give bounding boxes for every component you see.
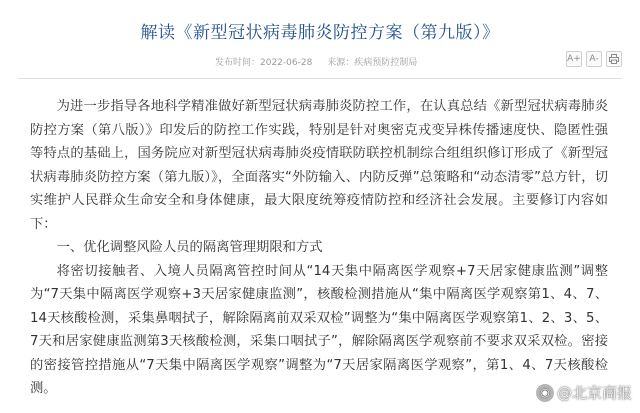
watermark-text: @北京商报 xyxy=(556,384,632,402)
font-larger-button[interactable]: A+ xyxy=(566,51,582,67)
publish-date: 发布时间：2022-06-28 xyxy=(215,58,313,68)
paragraph-intro: 为进一步指导各地科学精准做好新型冠状病毒肺炎防控工作，在认真总结《新型冠状病毒肺炎防控方案（第八版）》印发后的防控工作实践，特别是针对奥密克戎变异株传播速度快、隐匿性强等特点的基础上，国务院应对新型冠状病毒肺炎疫情联防联控机制综合组组织修订形成了《新型冠状病毒肺炎防控方案（第九版）》，全面落实“外防输入、内防反弹”总策略和“动态清零”总方针，切实维护人民群众生命安全和身体健康，最大限度统筹疫情防控和经济社会发展。主要修订内容如下： xyxy=(30,99,608,232)
article-source: 来源：疾病预防控制局 xyxy=(327,58,418,68)
print-icon xyxy=(609,54,619,64)
paragraph-section-1: 将密切接触者、入境人员隔离管控时间从“14天集中隔离医学观察+7天居家健康监测”调整为“7天集中隔离医学观察+3天居家健康监测”，核酸检测措施从“集中隔离医学观察第1、4、7、14天核酸检测，采集鼻咽拭子，解除隔离前双采双检”调整为“集中隔离医学观察第1、2、3、5、7天和居家健康监测第3天核酸检测，采集口咽拭子”，解除隔离医学观察前不要求双采双检。密接的密接管控措施从“7天集中隔离医学观察”调整为“7天居家隔离医学观察”，第1、4、7天核酸检测。 xyxy=(30,263,608,396)
print-button[interactable] xyxy=(606,51,622,67)
header-divider xyxy=(18,78,622,79)
weibo-icon: ◉ xyxy=(536,384,554,402)
article-meta xyxy=(215,55,429,68)
font-smaller-button[interactable]: A- xyxy=(586,51,602,67)
article-toolbar xyxy=(566,51,622,67)
article-body xyxy=(30,95,608,401)
watermark xyxy=(536,382,632,403)
article-title: 解读《新型冠状病毒肺炎防控方案（第九版）》 xyxy=(140,23,500,43)
section-heading: 一、优化调整风险人员的隔离管理期限和方式 xyxy=(56,240,323,255)
